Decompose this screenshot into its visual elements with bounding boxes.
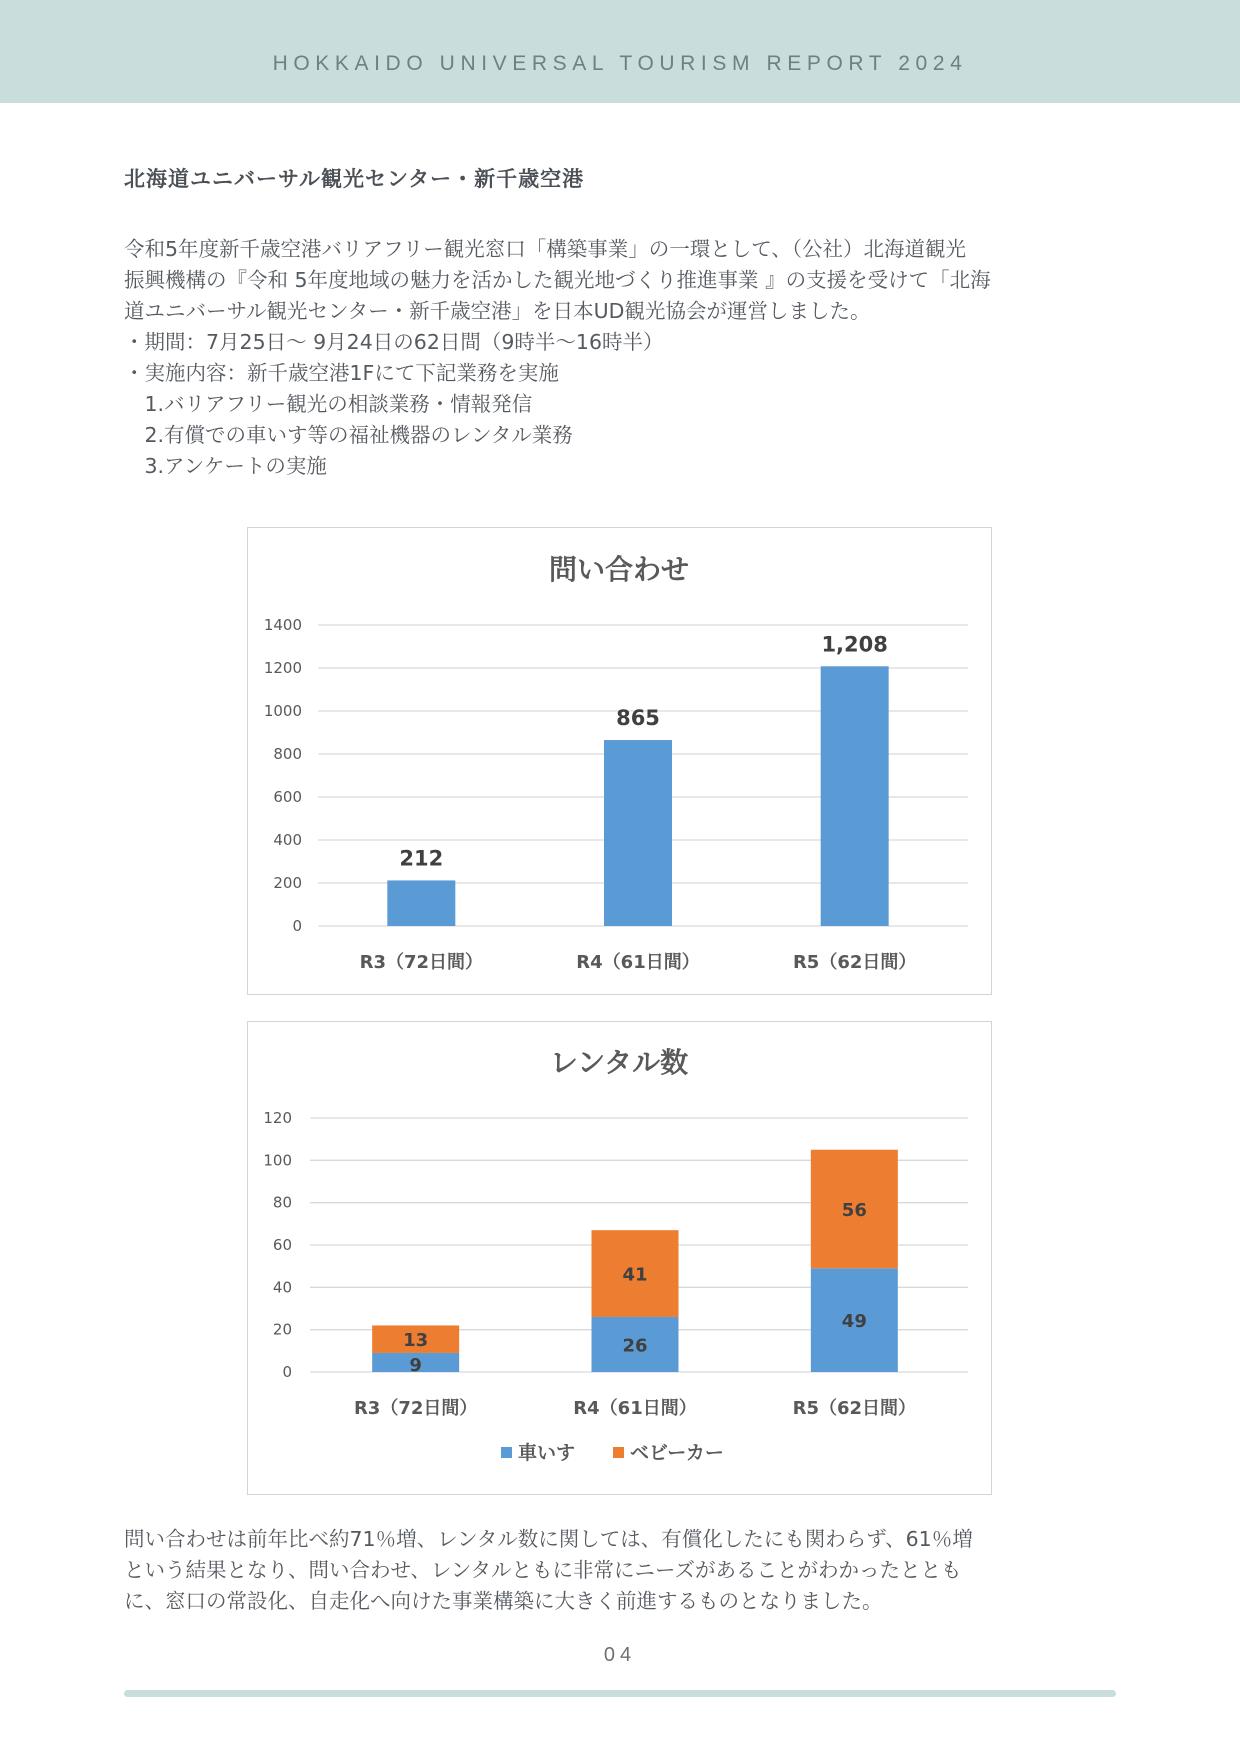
x-tick-label: R5（62日間） <box>792 952 917 973</box>
data-label: 26 <box>622 1335 648 1357</box>
data-label: 1,208 <box>821 632 888 657</box>
data-label: 212 <box>399 846 444 871</box>
data-label: 13 <box>403 1330 429 1352</box>
data-label: 49 <box>841 1311 867 1333</box>
x-tick-label: R3（72日間） <box>359 952 484 973</box>
y-tick-label: 600 <box>273 788 302 806</box>
rentals-chart-svg <box>248 1022 990 1493</box>
x-tick-label: R4（61日間） <box>573 1398 697 1419</box>
y-tick-label: 60 <box>272 1236 292 1254</box>
closing-text <box>124 1524 1124 1617</box>
legend-label: 車いす <box>518 1442 576 1464</box>
bar <box>604 740 672 926</box>
y-tick-label: 80 <box>272 1193 292 1212</box>
y-tick-label: 1400 <box>263 616 302 634</box>
y-tick-label: 800 <box>273 745 302 763</box>
y-tick-label: 20 <box>272 1320 292 1339</box>
x-tick-label: R4（61日間） <box>576 952 700 973</box>
report-header-title: HOKKAIDO UNIVERSAL TOURISM REPORT 2024 <box>272 52 968 75</box>
y-tick-label: 120 <box>263 1109 292 1127</box>
intro-line: 振興機構の『令和 5年度地域の魅力を活かした観光地づくり推進事業 』の支援を受けて「北海 <box>124 268 991 292</box>
data-label: 41 <box>622 1264 648 1286</box>
section-title: 北海道ユニバーサル観光センター・新千歳空港 <box>124 167 585 191</box>
rentals-chart <box>247 1021 992 1495</box>
data-label: 9 <box>409 1355 422 1376</box>
page-number: 04 <box>603 1644 637 1666</box>
data-label: 56 <box>841 1200 867 1222</box>
x-tick-label: R5（62日間） <box>792 1398 917 1419</box>
y-tick-label: 1000 <box>263 702 302 720</box>
chart-title: レンタル数 <box>549 1046 689 1079</box>
legend-swatch <box>501 1447 512 1458</box>
y-tick-label: 400 <box>273 831 302 849</box>
y-tick-label: 40 <box>272 1278 292 1297</box>
legend-label: ベビーカー <box>630 1442 724 1464</box>
intro-line: 令和5年度新千歳空港バリアフリー観光窓口「構築事業」の一環として、（公社）北海道観光 <box>124 237 967 261</box>
data-label: 865 <box>616 706 660 731</box>
closing-line: という結果となり、問い合わせ、レンタルともに非常にニーズがあることがわかったととも <box>124 1558 962 1582</box>
y-tick-label: 200 <box>273 874 302 892</box>
intro-line: 道ユニバーサル観光センター・新千歳空港」を日本UD観光協会が運営しました。 <box>124 299 871 323</box>
x-tick-label: R3（72日間） <box>353 1398 478 1419</box>
intro-line: 3.アンケートの実施 <box>124 454 327 478</box>
closing-line: に、窓口の常設化、自走化へ向けた事業構築に大きく前進するものとなりました。 <box>124 1589 883 1613</box>
intro-line: 1.バリアフリー観光の相談業務・情報発信 <box>124 392 533 416</box>
y-tick-label: 1200 <box>263 659 302 677</box>
chart-title: 問い合わせ <box>548 553 690 586</box>
footer-bar <box>124 1690 1116 1697</box>
intro-text <box>124 234 1124 482</box>
y-tick-label: 100 <box>263 1151 292 1170</box>
inquiries-chart <box>247 527 992 995</box>
intro-line: ・実施内容：新千歳空港1Fにて下記業務を実施 <box>124 361 559 385</box>
inquiries-chart-svg <box>248 528 990 993</box>
legend-swatch <box>613 1447 624 1458</box>
bar <box>387 880 455 926</box>
intro-line: ・期間：7月25日～ 9月24日の62日間（9時半～16時半） <box>124 330 664 354</box>
bar <box>821 666 889 926</box>
y-tick-label: 0 <box>282 1363 292 1381</box>
y-tick-label: 0 <box>292 917 302 935</box>
intro-line: 2.有償での車いす等の福祉機器のレンタル業務 <box>124 423 573 447</box>
closing-line: 問い合わせは前年比べ約71％増、レンタル数に関しては、有償化したにも関わらず、61％増 <box>124 1527 973 1551</box>
